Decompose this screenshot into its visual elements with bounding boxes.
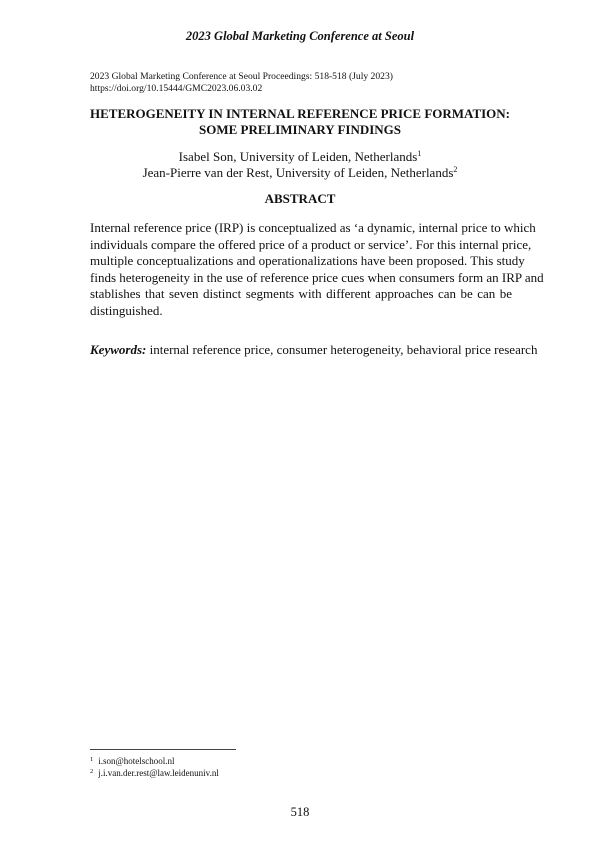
paper-title-line-1: HETEROGENEITY IN INTERNAL REFERENCE PRICE FORMATION: — [89, 106, 511, 121]
footnote-mark: 1 — [90, 756, 94, 763]
abstract-line: stablishes that seven distinct segments with different approaches can be can be — [90, 286, 512, 302]
author-1 — [0, 149, 600, 165]
abstract-line: individuals compare the offered price of a product or service’. For this internal price, — [90, 236, 532, 252]
abstract-body — [90, 220, 544, 320]
footnote-divider — [90, 749, 236, 750]
footnote-1 — [90, 756, 175, 767]
keywords — [90, 342, 538, 358]
abstract-line: distinguished. — [90, 302, 163, 318]
author-1-text: Isabel Son, University of Leiden, Netherlands — [178, 149, 418, 164]
abstract-line: multiple conceptualizations and operationalizations have been proposed. This study — [90, 253, 525, 269]
abstract-line: finds heterogeneity in the use of reference price cues when consumers form an IRP and — [90, 269, 544, 285]
footnote-2 — [90, 768, 219, 779]
footnote-email[interactable]: i.son@hotelschool.nl — [98, 756, 175, 766]
abstract-heading: ABSTRACT — [264, 191, 336, 206]
author-2-text: Jean-Pierre van der Rest, University of Leiden, Netherlands — [142, 165, 454, 180]
keywords-text: internal reference price, consumer heterogeneity, behavioral price research — [146, 342, 538, 357]
author-2 — [0, 165, 600, 181]
running-header: 2023 Global Marketing Conference at Seoul — [185, 29, 415, 43]
footnote-mark: 2 — [453, 165, 458, 174]
footnote-email[interactable]: j.i.van.der.rest@law.leidenuniv.nl — [98, 768, 219, 778]
page-number: 518 — [290, 805, 310, 819]
footnote-mark: 2 — [90, 768, 94, 775]
footnote-mark: 1 — [417, 149, 422, 158]
doi-link[interactable]: https://doi.org/10.15444/GMC2023.06.03.02 — [90, 83, 263, 94]
paper-title-line-2: SOME PRELIMINARY FINDINGS — [198, 122, 402, 137]
proceedings-citation: 2023 Global Marketing Conference at Seoul Proceedings: 518-518 (July 2023) — [90, 71, 393, 82]
abstract-line: Internal reference price (IRP) is conceptualized as ‘a dynamic, internal price to which — [90, 220, 536, 235]
keywords-label: Keywords: — [90, 342, 147, 357]
